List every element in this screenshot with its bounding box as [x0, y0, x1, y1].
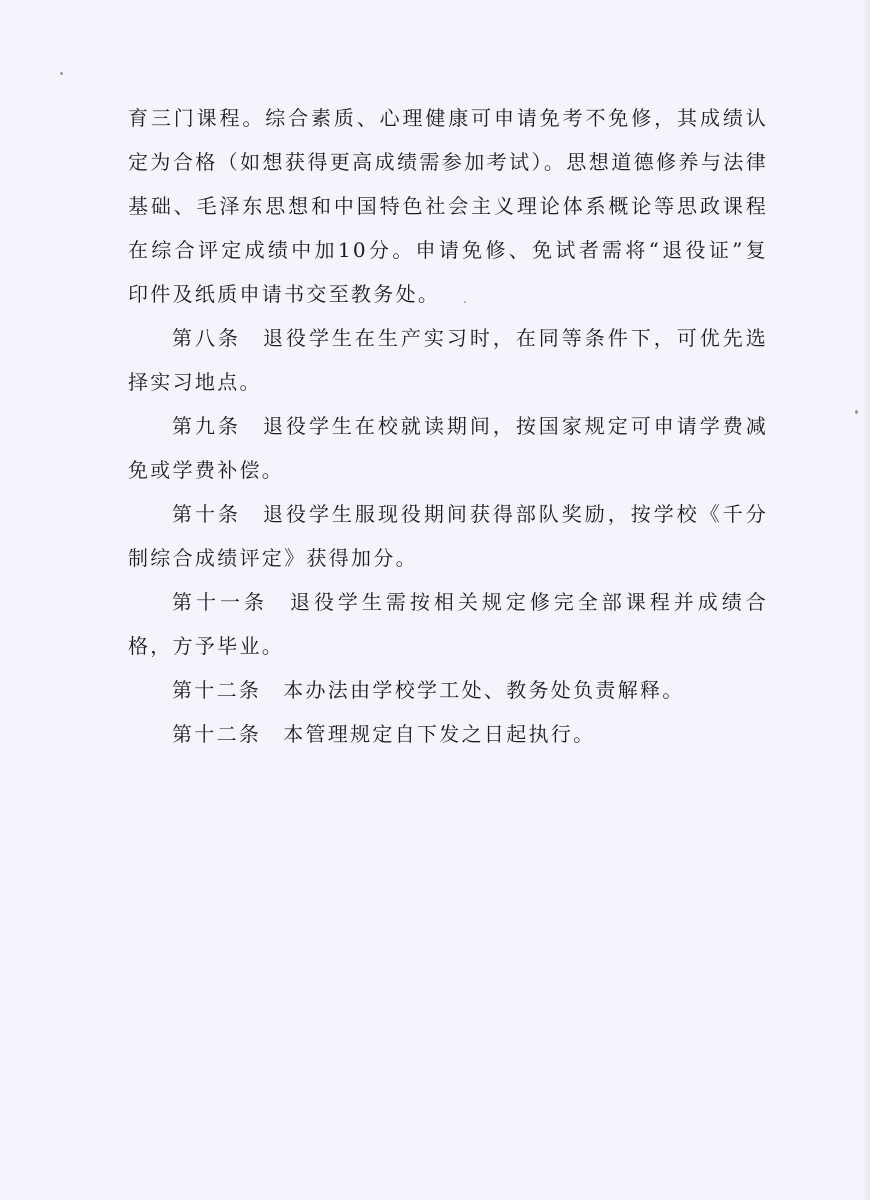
text-line: 基础、毛泽东思想和中国特色社会主义理论体系概论等思政课程: [128, 194, 768, 218]
article-line: [128, 720, 768, 748]
article-text: 退役学生服现役期间获得部队奖励，按学校《千分: [262, 502, 768, 526]
article-12-interpretation: [128, 676, 768, 704]
article-line: [128, 676, 768, 704]
text-line: 定为合格（如想获得更高成绩需参加考试）。思想道德修养与法律: [128, 150, 768, 174]
article-text: 本管理规定自下发之日起执行。: [283, 722, 596, 746]
article-label: 第九条: [172, 414, 241, 438]
article-label: 第八条: [172, 326, 241, 350]
scan-speck: [60, 72, 63, 75]
paragraph-course-exemption: [128, 104, 768, 308]
article-line: [128, 412, 768, 440]
article-line: [128, 588, 768, 616]
article-label: 第十条: [172, 502, 241, 526]
article-12-effective: [128, 720, 768, 748]
article-label: 第十二条: [172, 722, 262, 746]
article-line: [128, 500, 768, 528]
text-line: 育三门课程。综合素质、心理健康可申请免考不免修，其成绩认: [128, 106, 768, 130]
article-10: [128, 500, 768, 572]
article-label: 第十一条: [172, 590, 268, 614]
article-text: 格，方予毕业。: [128, 634, 285, 658]
article-text: 择实习地点。: [128, 370, 262, 394]
text-line: 在综合评定成绩中加10分。申请免修、免试者需将“退役证”复: [128, 238, 768, 262]
article-text: 退役学生需按相关规定修完全部课程并成绩合: [289, 590, 768, 614]
text-line: 印件及纸质申请书交至教务处。: [128, 282, 441, 306]
article-9: [128, 412, 768, 484]
article-text: 退役学生在生产实习时，在同等条件下，可优先选: [262, 326, 768, 350]
page-edge-shadow: [862, 0, 870, 1200]
article-text: 免或学费补偿。: [128, 458, 285, 482]
scan-speck: [855, 410, 858, 414]
article-label: 第十二条: [172, 678, 262, 702]
article-line: [128, 324, 768, 352]
article-text: 本办法由学校学工处、教务处负责解释。: [283, 678, 685, 702]
article-11: [128, 588, 768, 660]
article-8: [128, 324, 768, 396]
article-text: 退役学生在校就读期间，按国家规定可申请学费减: [262, 414, 768, 438]
document-body: [128, 104, 768, 764]
article-text: 制综合成绩评定》获得加分。: [128, 546, 418, 570]
